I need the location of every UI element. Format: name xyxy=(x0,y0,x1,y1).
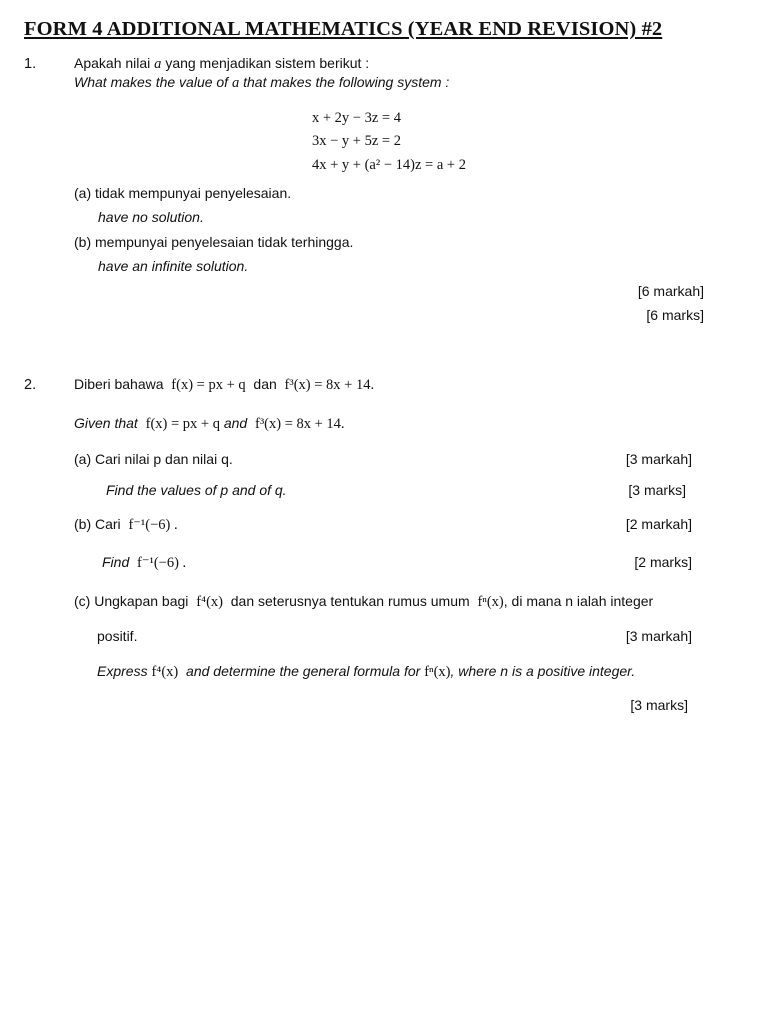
q2-part-b-marks-malay: [2 markah] xyxy=(625,516,692,532)
q2-part-c-malay: (c) Ungkapan bagi f⁴(x) dan seterusnya tentukan rumus umum fⁿ(x), di mana n ialah integer xyxy=(74,593,654,610)
q2-part-a-english: Find the values of p and of q. xyxy=(106,482,287,498)
q2-part-b-english: Find f⁻¹(−6) . xyxy=(102,554,187,571)
equation-1: x + 2y − 3z = 4 xyxy=(312,110,401,126)
q2-part-c-english: Express f⁴(x) and determine the general formula for fⁿ(x), where n is a positive integer. xyxy=(97,663,636,680)
q2-part-a-malay: (a) Cari nilai p dan nilai q. xyxy=(74,451,233,467)
q2-part-c-malay-cont: positif. xyxy=(97,628,138,644)
q1-marks-malay: [6 markah] xyxy=(637,283,704,299)
q1-part-a-english: have no solution. xyxy=(98,209,204,225)
equation-2: 3x − y + 5z = 2 xyxy=(312,133,401,149)
q2-given-malay: Diberi bahawa f(x) = px + q dan f³(x) = 8x + 14. xyxy=(74,376,375,393)
q2-part-b-malay: (b) Cari f⁻¹(−6) . xyxy=(74,516,178,533)
q2-part-c-marks-english: [3 marks] xyxy=(630,697,688,713)
q2-given-english: Given that f(x) = px + q and f³(x) = 8x + 14. xyxy=(74,415,345,432)
q1-stem-malay: Apakah nilai a yang menjadikan sistem berikut : xyxy=(74,55,370,72)
q1-part-a-malay: (a) tidak mempunyai penyelesaian. xyxy=(74,185,292,201)
question-1-number: 1. xyxy=(24,56,37,72)
page-title: FORM 4 ADDITIONAL MATHEMATICS (YEAR END REVISION) #2 xyxy=(24,18,663,40)
q1-part-b-malay: (b) mempunyai penyelesaian tidak terhingga. xyxy=(74,234,354,250)
q2-part-b-marks-english: [2 marks] xyxy=(634,554,692,570)
question-2-number: 2. xyxy=(24,377,37,393)
q2-part-a-marks-malay: [3 markah] xyxy=(625,451,692,467)
q1-stem-english: What makes the value of a that makes the following system : xyxy=(74,74,450,91)
q2-part-a-marks-english: [3 marks] xyxy=(628,482,686,498)
q1-marks-english: [6 marks] xyxy=(646,307,704,323)
equation-3: 4x + y + (a² − 14)z = a + 2 xyxy=(312,157,466,173)
q1-part-b-english: have an infinite solution. xyxy=(98,258,249,274)
q2-part-c-marks-malay: [3 markah] xyxy=(625,628,692,644)
